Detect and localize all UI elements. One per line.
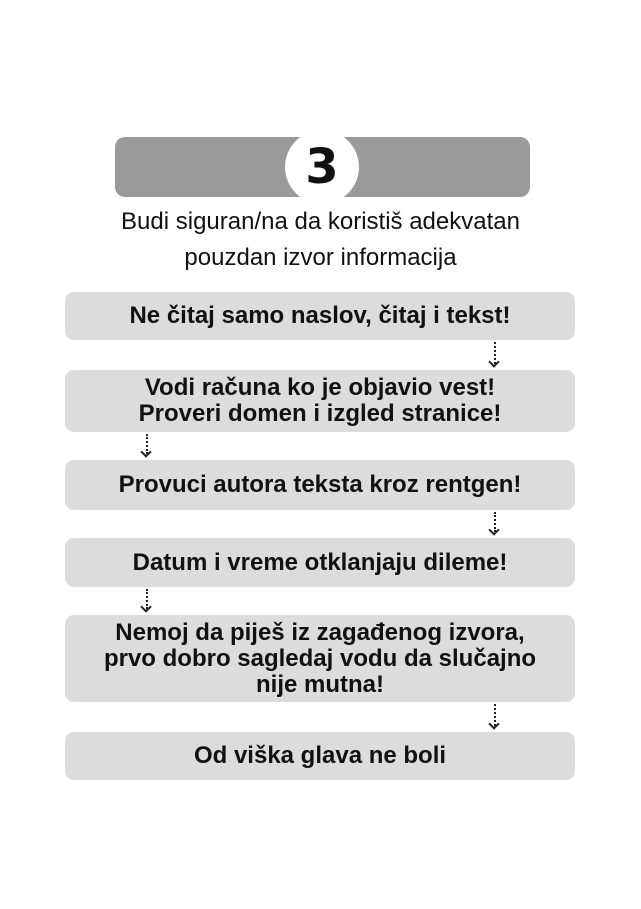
dotted-arrow-down-icon [490,512,500,536]
step-text: Od viška glava ne boli [193,742,447,769]
dotted-arrow-down-icon [490,342,500,368]
step-box-6 [65,732,575,780]
step-box-4 [65,538,575,587]
step-text: Ne čitaj samo naslov, čitaj i tekst! [129,302,511,329]
step-box-1 [65,292,575,340]
step-box-5 [65,615,575,702]
dotted-arrow-down-icon [142,589,152,613]
subtitle-line: pouzdan izvor informacija [184,244,457,271]
subtitle [0,204,641,276]
step-text: Vodi računa ko je objavio vest! [144,374,496,401]
step-text: Datum i vreme otklanjaju dileme! [132,548,508,576]
subtitle-line: Budi siguran/na da koristiš adekvatan [121,208,520,235]
step-text: Nemoj da piješ iz zagađenog izvora, [115,618,525,646]
step-number-badge [285,130,359,204]
step-text: prvo dobro sagledaj vodu da slučajno [103,644,537,672]
dotted-arrow-down-icon [490,704,500,730]
step-text: nije mutna! [255,670,384,698]
step-text: Provuci autora teksta kroz rentgen! [118,471,522,498]
step-box-2 [65,370,575,432]
step-text: Proveri domen i izgled stranice! [138,400,502,427]
step-number: 3 [305,139,339,195]
step-box-3 [65,460,575,510]
dotted-arrow-down-icon [142,434,152,458]
